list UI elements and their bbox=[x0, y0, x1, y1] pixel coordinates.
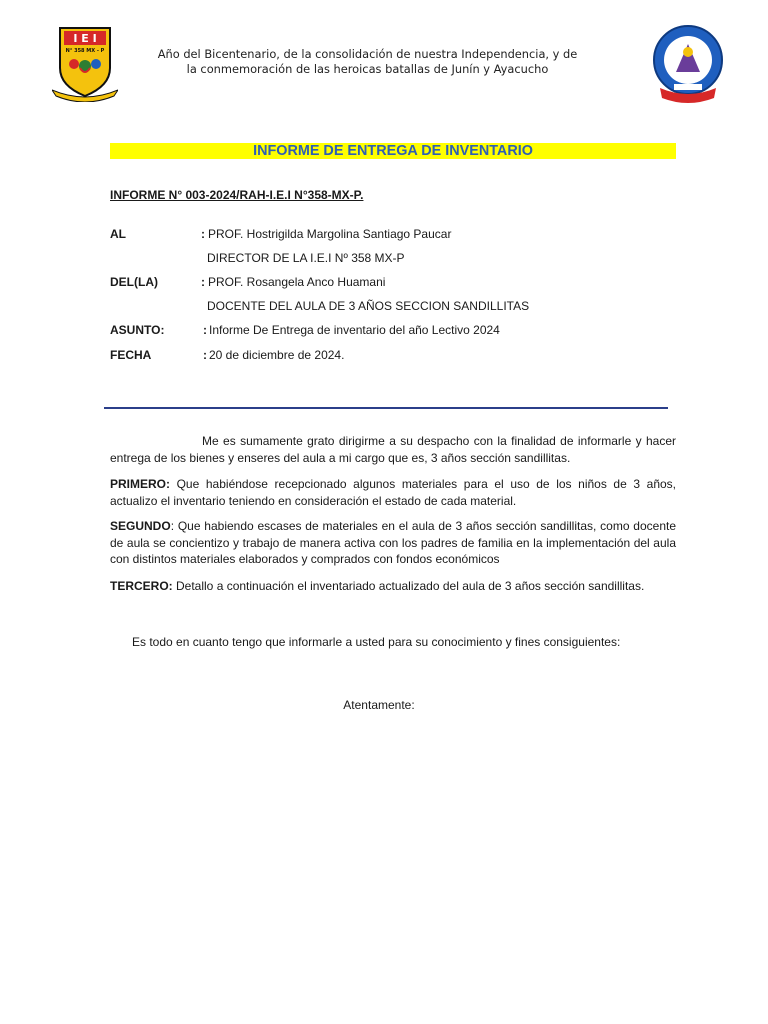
field-label-fecha: FECHA bbox=[110, 348, 152, 362]
paragraph-tercero bbox=[110, 578, 676, 595]
header-motto bbox=[140, 47, 595, 77]
section-divider bbox=[104, 407, 668, 409]
field-value-asunto: Informe De Entrega de inventario del año Lectivo 2024 bbox=[209, 323, 500, 337]
report-number: INFORME N° 003-2024/RAH-I.E.I N°358-MX-P. bbox=[110, 188, 364, 202]
paragraph-intro bbox=[110, 433, 676, 466]
school-shield-logo-icon bbox=[52, 24, 118, 102]
segundo-text: : Que habiendo escases de materiales en el aula de 3 años sección sandillitas, como docente de aula se concientizo y trabajo de manera activa con los padres de familia en la implementación del aula con distintos materiales elaborados y comprados con fondos económicos bbox=[110, 519, 676, 566]
ugel-seal-icon bbox=[652, 22, 724, 104]
paragraph-primero bbox=[110, 476, 676, 509]
tercero-text: Detallo a continuación el inventariado actualizado del aula de 3 años sección sandillitas. bbox=[172, 579, 645, 593]
field-colon-del: : bbox=[201, 275, 205, 289]
closing-sentence: Es todo en cuanto tengo que informarle a usted para su conocimiento y fines consiguientes: bbox=[132, 635, 621, 649]
field-value-del: PROF. Rosangela Anco Huamani bbox=[208, 275, 386, 289]
regards-line: Atentamente: bbox=[343, 698, 415, 712]
field-label-del: DEL(LA) bbox=[110, 275, 158, 289]
primero-label: PRIMERO: bbox=[110, 477, 170, 491]
primero-text: Que habiéndose recepcionado algunos materiales para el uso de los niños de 3 años, actualizo el inventario teniendo en consideración el estado de cada material. bbox=[110, 477, 676, 508]
segundo-label: SEGUNDO bbox=[110, 519, 171, 533]
field-value-al: PROF. Hostrigilda Margolina Santiago Paucar bbox=[208, 227, 452, 241]
paragraph-segundo bbox=[110, 518, 676, 568]
field-colon-al: : bbox=[201, 227, 205, 241]
header-line-1: Año del Bicentenario, de la consolidación de nuestra Independencia, y de bbox=[157, 47, 578, 61]
field-value-fecha: 20 de diciembre de 2024. bbox=[209, 348, 345, 362]
svg-text:N° 358 MX - P: N° 358 MX - P bbox=[65, 48, 105, 54]
field-value-del-title: DOCENTE DEL AULA DE 3 AÑOS SECCION SANDILLITAS bbox=[207, 299, 530, 313]
document-title: INFORME DE ENTREGA DE INVENTARIO bbox=[253, 143, 533, 159]
field-value-al-title: DIRECTOR DE LA I.E.I Nº 358 MX-P bbox=[207, 251, 405, 265]
svg-text:I E I: I E I bbox=[73, 32, 97, 45]
field-label-asunto: ASUNTO: bbox=[110, 323, 165, 337]
field-label-al: AL bbox=[110, 227, 126, 241]
tercero-label: TERCERO: bbox=[110, 579, 173, 593]
intro-text: Me es sumamente grato dirigirme a su despacho con la finalidad de informarle y hacer entrega de los bienes y enseres del aula a mi cargo que es, 3 años sección sandillitas. bbox=[110, 434, 676, 465]
field-colon-asunto: : bbox=[203, 323, 207, 337]
field-colon-fecha: : bbox=[203, 348, 207, 362]
header-line-2: la conmemoración de las heroicas batallas de Junín y Ayacucho bbox=[186, 62, 549, 76]
